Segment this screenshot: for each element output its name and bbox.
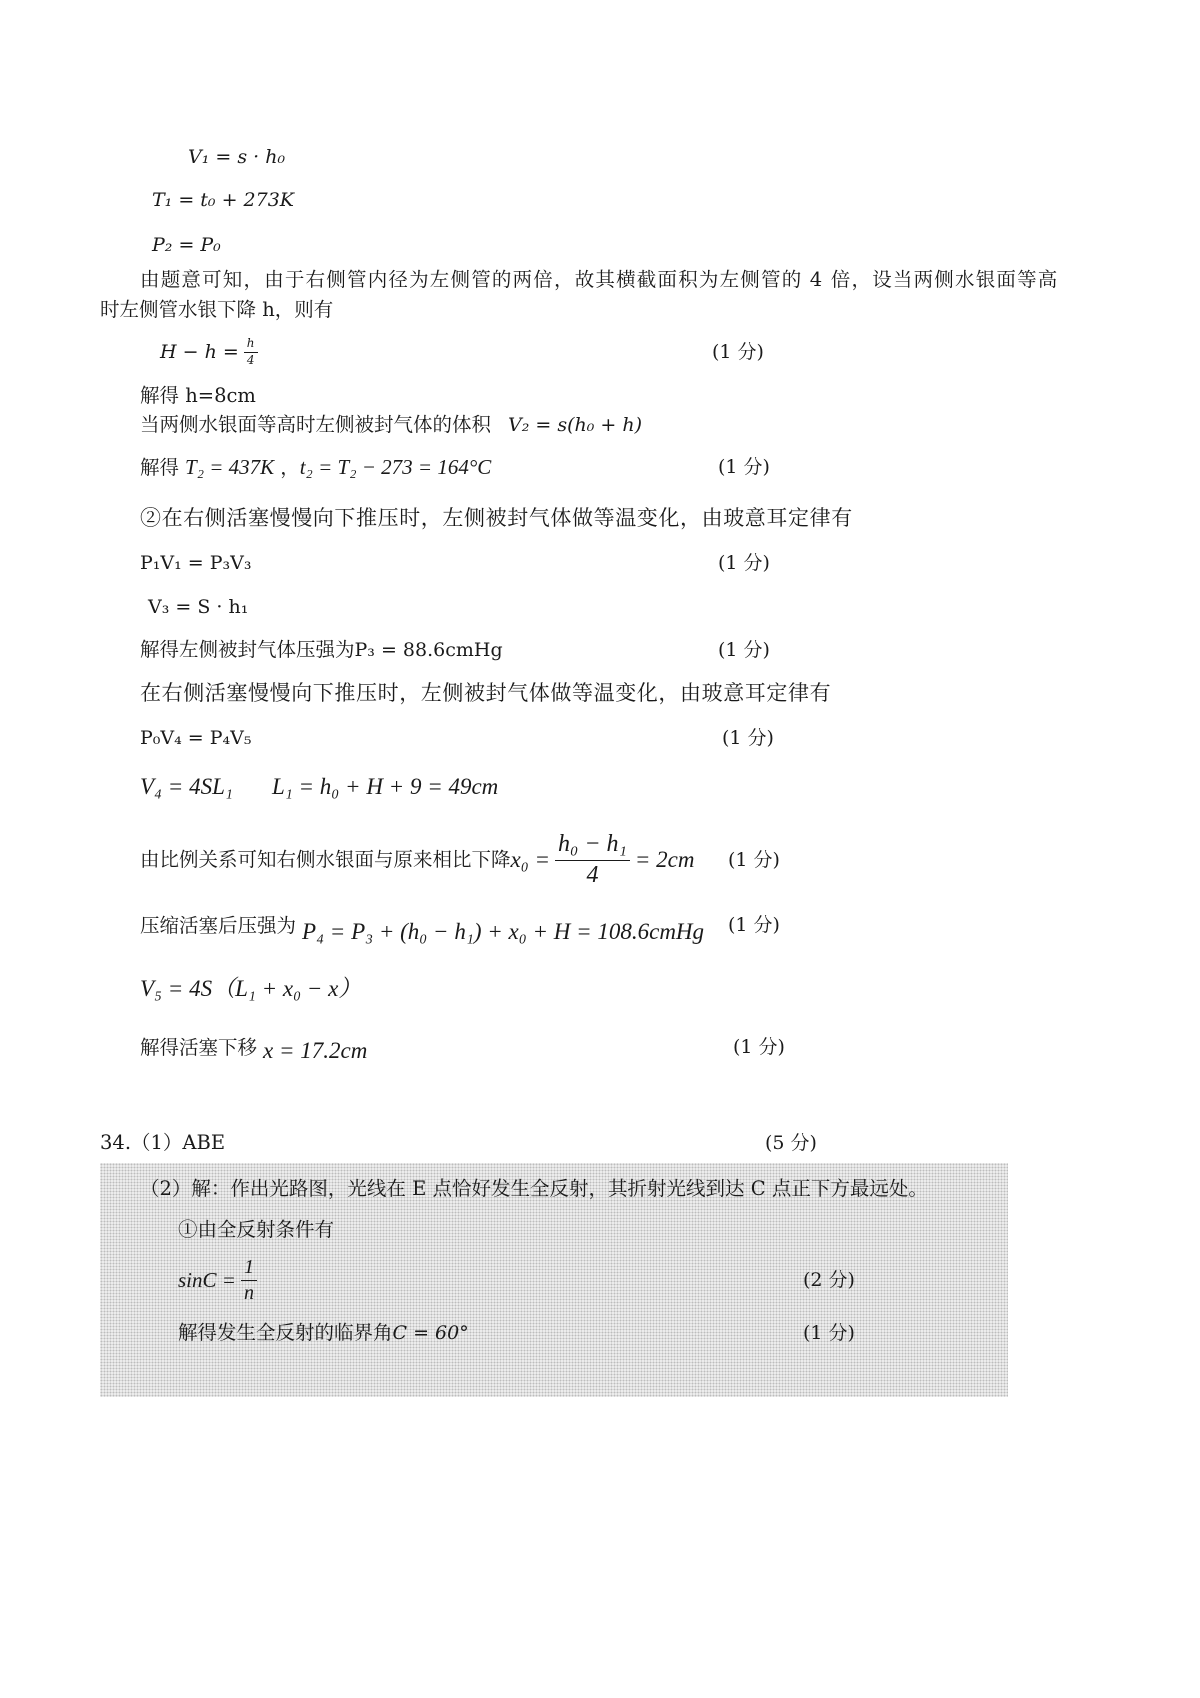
equation-sinc — [178, 1252, 262, 1308]
formula-t1: T₁ = t₀ + 273K — [152, 189, 294, 211]
formula-t2: T₂ = 437K — [185, 455, 275, 479]
solve-label: 解得 — [140, 456, 180, 479]
formula-t2-celsius: t₂ = T₂ − 273 = 164°C — [299, 455, 492, 479]
formula-boyle-1: P₁V₁ = P₃V₃ — [140, 552, 252, 574]
formula-x: x = 17.2cm — [263, 1038, 368, 1063]
fraction-denominator: 4 — [246, 352, 255, 367]
fraction-numerator: h₀ − h₁ — [555, 831, 630, 861]
equation-h — [160, 334, 263, 370]
score-label: (5 分) — [765, 1132, 817, 1154]
fraction-numerator: 1 — [241, 1256, 257, 1281]
fraction — [241, 1256, 257, 1305]
fraction-denominator: 4 — [586, 861, 599, 888]
formula-l1: L₁ = h₀ + H + 9 = 49cm — [272, 774, 499, 799]
fraction — [244, 337, 258, 368]
formula-p3: P₃ = 88.6cmHg — [354, 639, 503, 661]
step-intro: 在右侧活塞慢慢向下推压时，左侧被封气体做等温变化，由玻意耳定律有 — [140, 681, 832, 705]
formula-v4: V₄ = 4SL₁ — [140, 774, 233, 799]
score-label: (1 分) — [718, 456, 770, 478]
formula-v3: V₃ = S · h₁ — [148, 596, 249, 618]
formula-v2: V₂ = s(h₀ + h) — [508, 414, 643, 436]
formula-p4: P₄ = P₃ + (h₀ − h₁) + x₀ + H = 108.6cmHg — [302, 919, 705, 944]
question-34-part2-intro: （2）解：作出光路图，光线在 E 点恰好发生全反射，其折射光线到达 C 点正下方最远处。 — [140, 1177, 928, 1200]
equation-lhs: H − h = — [160, 341, 239, 363]
displacement-line — [140, 1035, 368, 1063]
volume-v2-line — [140, 413, 642, 437]
critical-angle-line — [178, 1321, 469, 1345]
score-label: (1 分) — [733, 1036, 785, 1058]
score-label: (1 分) — [803, 1322, 855, 1344]
statement-text: 当两侧水银面等高时左侧被封气体的体积 — [140, 413, 492, 436]
separator: ， — [280, 456, 300, 479]
step-two-intro: ②在右侧活塞慢慢向下推压时，左侧被封气体做等温变化，由玻意耳定律有 — [140, 506, 853, 530]
equation-rhs: = 2cm — [634, 847, 695, 872]
statement-text: 解得发生全反射的临界角 — [178, 1321, 393, 1344]
score-label: (2 分) — [803, 1269, 855, 1291]
formula-v1: V₁ = s · h₀ — [188, 146, 286, 168]
score-label: (1 分) — [722, 727, 774, 749]
equation-lhs: x₀ = — [510, 847, 550, 872]
statement-text: 由比例关系可知右侧水银面与原来相比下降 — [140, 848, 511, 871]
pressure-p3-line — [140, 638, 503, 662]
paragraph-line: 由题意可知，由于右侧管内径为左侧管的两倍，故其横截面积为左侧管的 4 倍，设当两侧水银面等高 — [140, 268, 1059, 291]
solution-h: 解得 h=8cm — [140, 384, 256, 407]
formula-boyle-2: P₀V₄ = P₄V₅ — [140, 727, 252, 749]
score-label: (1 分) — [718, 639, 770, 661]
score-label: (1 分) — [728, 849, 780, 871]
temperature-line — [140, 455, 491, 480]
step-one-label: ①由全反射条件有 — [178, 1218, 335, 1241]
formula-critical-angle: C = 60° — [392, 1322, 469, 1344]
score-label: (1 分) — [718, 552, 770, 574]
fraction-denominator: n — [243, 1281, 254, 1304]
fraction — [555, 831, 630, 889]
statement-text: 解得左侧被封气体压强为 — [140, 638, 355, 661]
drop-x0-line — [140, 828, 694, 892]
score-label: (1 分) — [728, 914, 780, 936]
score-label: (1 分) — [712, 341, 764, 363]
pressure-p4-line — [140, 913, 705, 944]
equation-lhs: sinC = — [178, 1268, 236, 1292]
question-34-answer: 34.（1）ABE — [100, 1131, 226, 1154]
statement-text: 压缩活塞后压强为 — [140, 914, 297, 937]
formula-p2: P₂ = P₀ — [152, 234, 221, 256]
paragraph-line: 时左侧管水银下降 h，则有 — [100, 298, 334, 321]
fraction-numerator: h — [244, 337, 258, 353]
formula-v5: V₅ = 4S（L₁ + x₀ − x） — [140, 976, 362, 1001]
statement-text: 解得活塞下移 — [140, 1036, 258, 1059]
